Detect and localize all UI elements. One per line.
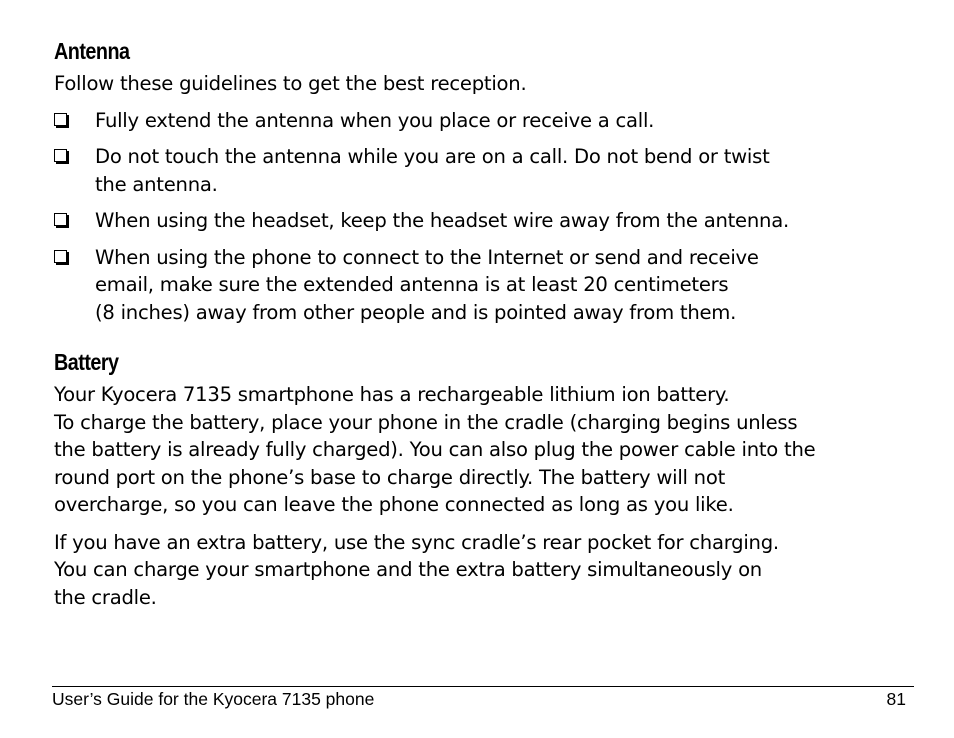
list-item-text: Fully extend the antenna when you place or receive a call. [95,108,655,132]
list-item [54,107,914,135]
battery-heading: Battery [54,349,119,375]
checkbox-bullet-icon [54,213,67,226]
list-item-text: When using the phone to connect to the Internet or send and receive email, make sure the extended antenna is at least 20 centimeters (8 inches) away from other people and is pointed away from them. [95,245,759,324]
footer-title: User’s Guide for the Kyocera 7135 phone [52,689,375,709]
battery-paragraph-2: If you have an extra battery, use the sync cradle’s rear pocket for charging. You can charge your smartphone and the extra battery simultaneously on the cradle. [54,530,779,609]
list-item [54,207,914,235]
checkbox-bullet-icon [54,149,67,162]
page-number: 81 [886,689,906,709]
list-item [54,143,914,198]
list-item-text: When using the headset, keep the headset wire away from the antenna. [95,209,789,232]
checkbox-bullet-icon [54,250,67,263]
antenna-guidelines-list [54,107,914,327]
battery-paragraph-1: Your Kyocera 7135 smartphone has a rechargeable lithium ion battery. To charge the battery, place your phone in the cradle (charging begins unless the battery is already fully charged). You can also plug the power cable into the round port on the phone’s base to charge directly. The battery will not overcharge, so you can leave the phone connected as long as you like. [54,383,816,516]
list-item-text: Do not touch the antenna while you are on a call. Do not bend or twist the antenna. [95,145,770,196]
document-page [54,36,914,611]
list-item [54,244,914,327]
page-footer [52,686,914,710]
antenna-intro: Follow these guidelines to get the best reception. [54,72,527,95]
antenna-heading: Antenna [54,38,130,64]
checkbox-bullet-icon [54,113,67,126]
